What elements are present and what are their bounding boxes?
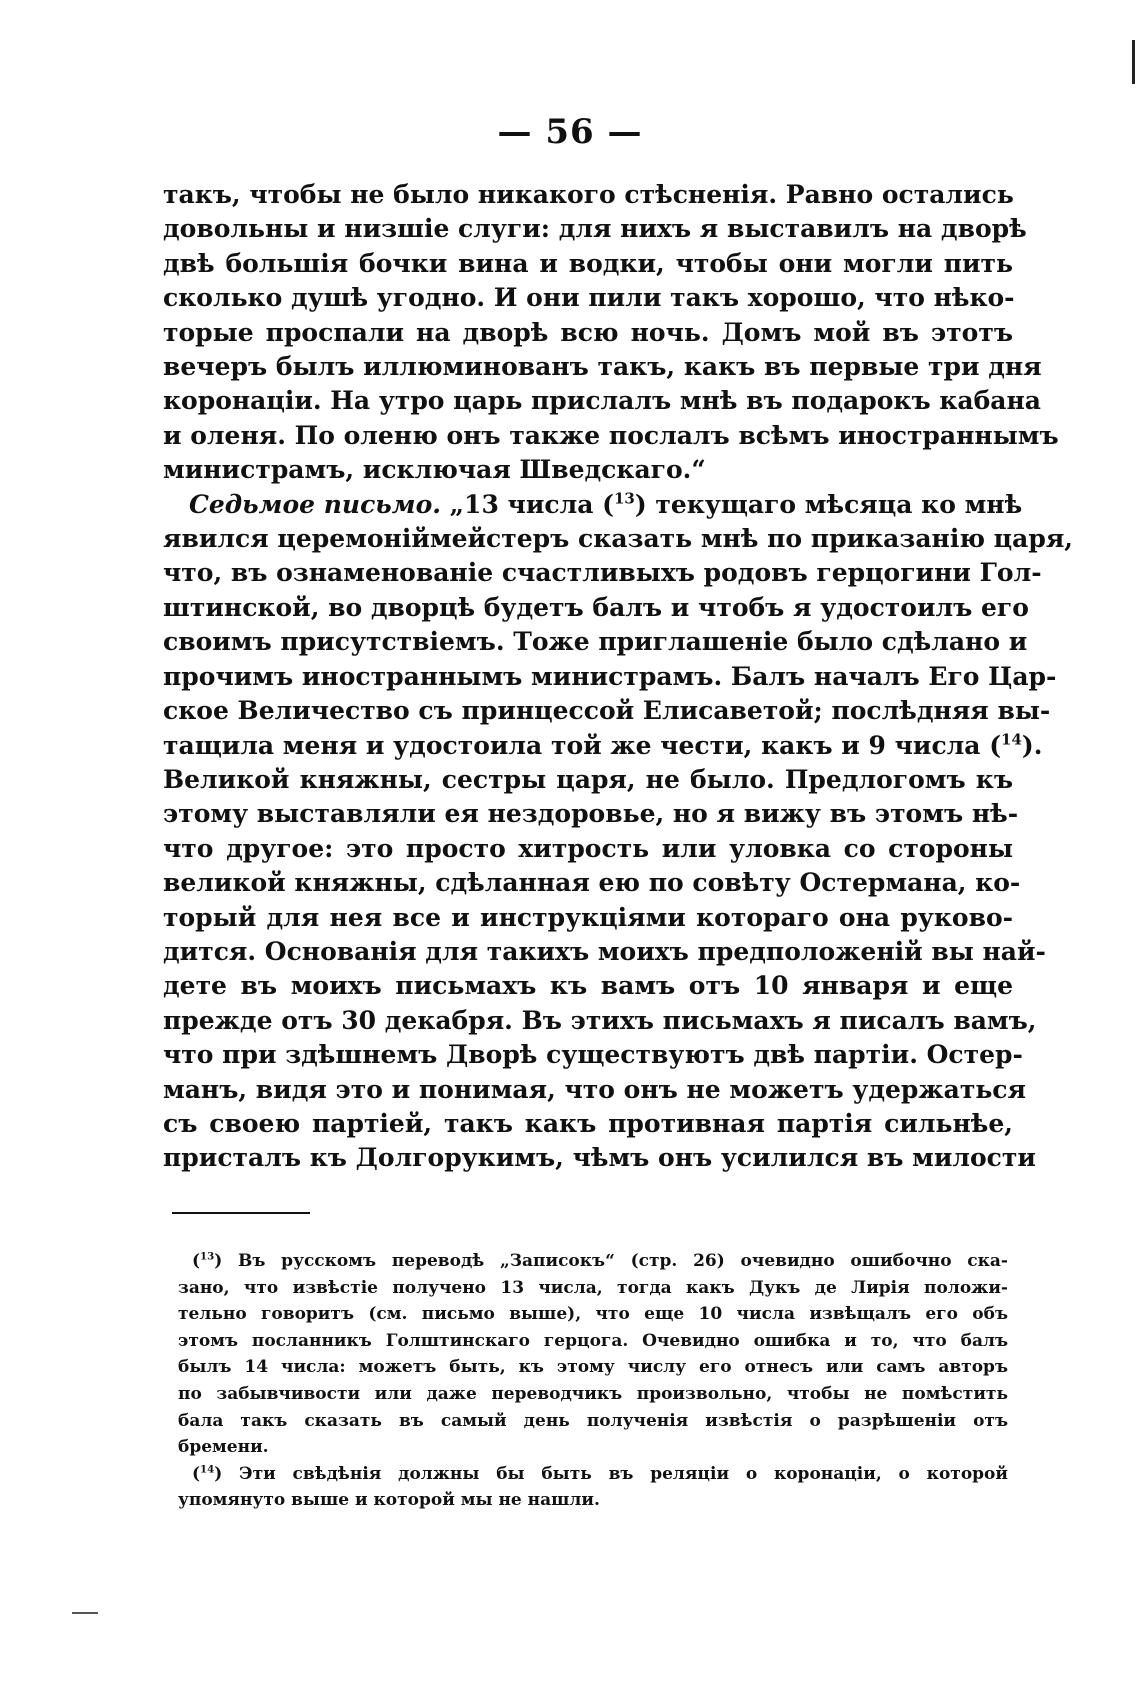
text-line-with-footnote (163, 729, 1043, 763)
footnote-line: по забывчивости или даже переводчикъ произвольно, чтобы не помѣстить (178, 1383, 1008, 1404)
letter-first-line-end: ) текущаго мѣсяца ко мнѣ (634, 489, 1023, 519)
footnote-14: ($^{14}$) Эти свѣдѣнія должны бы быть въ реляціи о коронаціи, о которой (192, 1463, 1008, 1484)
text-line: что, въ ознаменованіе счастливыхъ родовъ герцогини Гол- (163, 558, 1042, 588)
text-line: явился церемоніймейстеръ сказать мнѣ по приказанію царя, (163, 524, 1073, 554)
footnote-line: бремени. (178, 1437, 269, 1458)
letter-first-line-start: „13 числа ( (449, 489, 614, 519)
text-line: своимъ присутствіемъ. Тоже приглашеніе было сдѣлано и (163, 627, 1028, 657)
letter-heading: Седьмое письмо. (189, 489, 441, 519)
scan-margin-mark (72, 1612, 98, 1614)
text-line: двѣ большія бочки вина и водки, чтобы они могли пить (163, 248, 1013, 278)
footnote-text: ) Въ русскомъ переводѣ „Записокъ“ (стр. 26) очевидно ошибочно ска- (214, 1251, 1008, 1271)
text-line: торый для нея все и инструкціями котораго она руково- (163, 902, 1013, 932)
text-line: такъ, чтобы не было никакого стѣсненія. Равно остались (163, 180, 1014, 209)
text-line: съ своею партіей, такъ какъ противная партія сильнѣе, (163, 1108, 1013, 1138)
footnote-line: зано, что извѣстіе получено 13 числа, тогда какъ Дукъ де Лирія положи- (178, 1277, 1008, 1298)
footnote-marker: 13 (200, 1250, 215, 1263)
main-text (163, 178, 1073, 1176)
text-line: что другое: это просто хитрость или уловка со стороны (163, 833, 1013, 863)
text-line: этому выставляли ея нездоровье, но я вижу въ этомъ нѣ- (163, 799, 1019, 829)
scan-margin-mark (1132, 40, 1135, 84)
text-line: сколько душѣ угодно. И они пили такъ хорошо, что нѣко- (163, 283, 1015, 313)
text-line: дится. Основанія для такихъ моихъ предположеній вы най- (163, 936, 1046, 966)
text-line: вечеръ былъ иллюминованъ такъ, какъ въ первые три дня (163, 352, 1042, 382)
text-line: присталъ къ Долгорукимъ, чѣмъ онъ усилился въ милости (163, 1143, 1036, 1173)
page-number: — 56 — (497, 112, 643, 152)
footnote-ref-14[interactable]: 14 (1001, 730, 1022, 749)
footnote-line: тельно говоритъ (см. письмо выше), что еще 10 числа извѣщалъ его объ (178, 1304, 1008, 1325)
footnote-line: былъ 14 числа: можетъ быть, къ этому числу его отнесъ или самъ авторъ (178, 1357, 1008, 1378)
footnote-line: этомъ посланникъ Голштинскаго герцога. Очевидно ошибка и то, что балъ (178, 1330, 1008, 1351)
text-line: великой княжны, сдѣланная ею по совѣту Остермана, ко- (163, 868, 1021, 898)
text-line: торые проспали на дворѣ всю ночь. Домъ мой въ этотъ (163, 317, 1013, 347)
text-line: прежде отъ 30 декабря. Въ этихъ письмахъ я писалъ вамъ, (163, 1005, 1037, 1035)
footnotes (178, 1248, 1008, 1514)
text-line: прочимъ иностраннымъ министрамъ. Балъ началъ Его Цар- (163, 661, 1057, 691)
text-line: довольны и низшіе слуги: для нихъ я выставилъ на дворѣ (163, 214, 1027, 244)
text-line: штинской, во дворцѣ будетъ балъ и чтобъ я удостоилъ его (163, 592, 1029, 622)
footnote-divider (172, 1212, 310, 1214)
text-fragment: тащила меня и удостоила той же чести, какъ и 9 числа ( (163, 730, 1002, 760)
text-fragment: ). (1021, 730, 1043, 760)
footnote-line: упомянуто выше и которой мы не нашли. (178, 1490, 600, 1511)
text-line: Великой княжны, сестры царя, не было. Предлогомъ къ (163, 764, 1013, 794)
footnote-line: бала такъ сказать въ самый день полученія извѣстія о разрѣшеніи отъ (178, 1410, 1008, 1431)
text-line: что при здѣшнемъ Дворѣ существуютъ двѣ партіи. Остер- (163, 1040, 1023, 1070)
text-line: министрамъ, исключая Шведскаго.“ (163, 455, 706, 485)
footnote-marker: 14 (200, 1463, 215, 1476)
text-line: манъ, видя это и понимая, что онъ не можетъ удержаться (163, 1074, 1026, 1104)
footnote-text: ) Эти свѣдѣнія должны бы быть въ реляціи о коронаціи, о которой (214, 1463, 1008, 1484)
text-line: дете въ моихъ письмахъ къ вамъ отъ 10 января и еще (163, 971, 1013, 1001)
letter-first-line (163, 488, 1023, 522)
footnote-ref-13[interactable]: 13 (613, 489, 635, 508)
text-line: коронаціи. На утро царь прислалъ мнѣ въ подарокъ кабана (163, 386, 1041, 416)
text-line: и оленя. По оленю онъ также послалъ всѣмъ иностраннымъ (163, 420, 1059, 450)
text-line: ское Величество съ принцессой Елисаветой; послѣдняя вы- (163, 696, 1051, 726)
footnote-13: ($^{13}$) Въ русскомъ переводѣ „Записокъ“ (стр. 26) очевидно ошибочно ска- (192, 1250, 1008, 1271)
